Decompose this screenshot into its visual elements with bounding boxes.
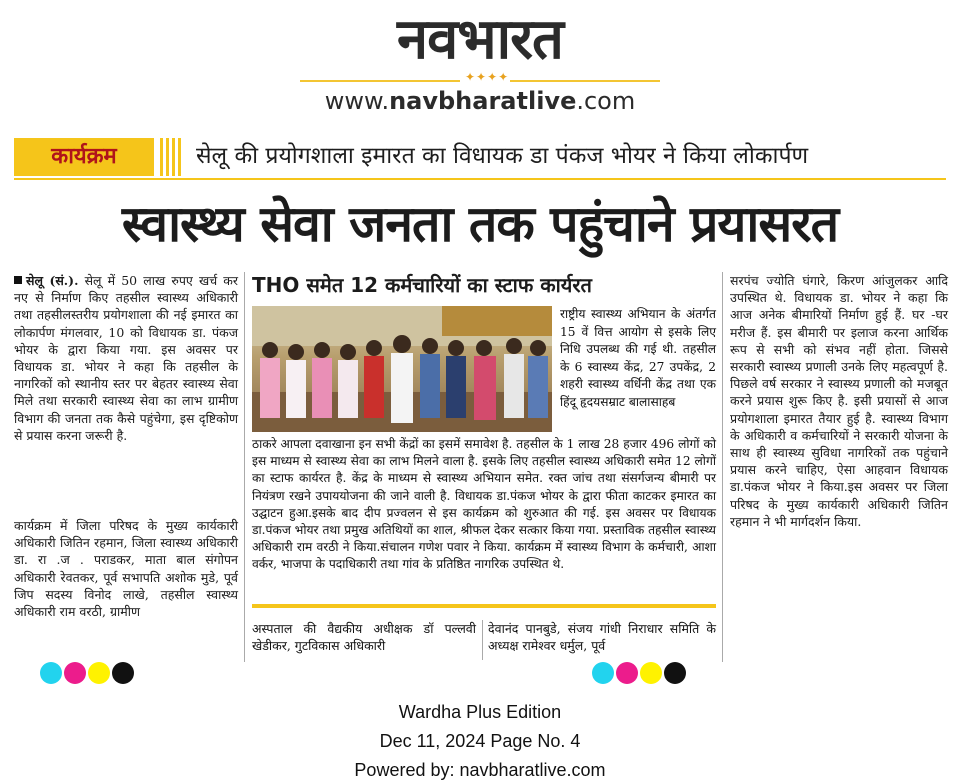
event-photo <box>252 306 552 432</box>
powered-by-label: Powered by: navbharatlive.com <box>354 760 606 780</box>
black-dot-icon <box>112 662 134 684</box>
yellow-dot-icon <box>640 662 662 684</box>
kicker-headline: सेलू की प्रयोगशाला इमारत का विधायक डा पंकज भोयर ने किया लोकार्पण <box>196 143 809 169</box>
website-url <box>300 86 660 116</box>
middle-bottom-right-text: देवानंद पानबुडे, संजय गांधी निराधार समिति के अध्यक्ष रामेश्वर धर्मुल, पूर्व <box>488 621 716 654</box>
main-headline: स्वास्थ्य सेवा जनता तक पहुंचाने प्रयासरत <box>121 195 839 253</box>
group-photo-illustration <box>252 306 552 432</box>
url-suffix: .com <box>576 87 636 115</box>
star-icon: ✦✦✦✦ <box>465 70 510 84</box>
registration-marks-right <box>592 662 692 686</box>
column-divider <box>722 272 723 662</box>
yellow-dot-icon <box>88 662 110 684</box>
column-1-text: सेलू में 50 लाख रुपए खर्च कर नए से निर्माण किए तहसील स्वास्थ्य अधिकारी तथा तहसीलस्तरीय प्रयोगशाला की नई इमारत का लोकार्पण मंगलवार, 10 को विधायक डा. पंकज भोयर के द्वारा किया गया. इस अवसर पर विधायक डा. भोयर ने कहा कि तहसील के नागरिकों को स्थानीय स्तर पर बेहतर स्वास्थ्य सेवा मिले तथा सरकारी स्वास्थ्य सेवा का लाभ ग्रामीण विभाग की जनता तक कैसे पहुंचेगा, इस दृष्टिकोण से प्रयास करना जरूरी है. <box>14 273 238 443</box>
dateline: सेलू (सं.). <box>26 273 79 288</box>
kicker-underline <box>14 178 946 180</box>
middle-column-text: ठाकरे आपला दवाखाना इन सभी केंद्रों का इसमें समावेश है. तहसील के 1 लाख 28 हजार 496 लोगों को इस माध्यम से स्वास्थ्य सेवा का लाभ मिलने वाला है. इसके लिए तहसील स्वास्थ्य अधिकारी समेत 12 लोगों का स्टाफ कार्यरत है. केंद्र के माध्यम से स्वास्थ्य अभियान समेत. रक्त जांच तथा संसर्गजन्य बीमारी पर नियंत्रण रखने उपाययोजना की जाने वाली है. विधायक डा.पंकज भोयर के द्वारा फीता काटकर इमारत का उद्घाटन हुआ.इसके बाद दीप प्रज्वलन से इस कार्यक्रम को शुरुआत की गई. इस अवसर पर विधायक डा.पंकज भोयर तथा प्रमुख अतिथियों का शाल, श्रीफल देकर सत्कार किया गया. प्रस्ताविक तहसील स्वास्थ्य अधिकारी राम वरठी ने किया.संचालन गणेश पवार ने किया. कार्यक्रम में स्वास्थ्य विभाग के कर्मचारी, आशा वर्कर, भाजपा के पदाधिकारी तथा गांव के प्रतिष्ठित नागरिक उपस्थित थे. <box>252 437 716 572</box>
registration-marks-left <box>40 662 140 686</box>
photo-side-text: राष्ट्रीय स्वास्थ्य अभियान के अंतर्गत 15 वें वित्त आयोग से इसके लिए निधि उपलब्ध की गई थी. तहसील के 6 स्वास्थ्य केंद्र, 27 उपकेंद्र, 2 शहरी स्वास्थ्य वर्धिनी केंद्र तथा एक हिंदू हृदयसम्राट बालासाहब <box>560 307 716 409</box>
column-1-paragraph-1 <box>14 272 238 512</box>
edition-label: Wardha Plus Edition <box>398 702 562 722</box>
column-divider <box>244 272 245 662</box>
url-prefix: www. <box>324 87 390 115</box>
column-3-text: सरपंच ज्योति घंगारे, किरण आंजुलकर आदि उपस्थित थे. विधायक डा. भोयर ने कहा कि आज अनेक बीमारियों निर्माण हुई हैं. घर -घर मरीज हैं. इस बीमारी पर इलाज करना आर्थिक रूप से सभी को संभव नहीं होता. जिससे सरकारी स्वास्थ्य प्रणाली उनके लिए महत्वपूर्ण है. पिछले वर्ष सरकार ने स्वास्थ्य प्रणाली को मजबूत करने प्रयास शुरू किए है. इसी प्रयासों से आज प्रयोगशाला इमारत तैयार हुई है. स्वास्थ्य विभाग के अधिकारी व कर्मचारियों ने सरकारी योजना के साथ ही स्वास्थ्य सुविधा नागरिकों तक पहुंचाने प्रयास करने चाहिए, ऐसा आहवान विधायक डा.पंकज भोयर ने किया.इस अवसर पर जिला परिषद के मुख्य कार्यकारी अधिकारी जितिन रहमान ने भी मार्गदर्शन किया. <box>730 273 948 529</box>
section-tag: कार्यक्रम <box>51 144 117 169</box>
cyan-dot-icon <box>40 662 62 684</box>
middle-bottom-left-text: अस्पताल की वैद्यकीय अधीक्षक डॉ पल्लवी खेडीकर, गुटविकास अधिकारी <box>252 621 476 654</box>
bullet-icon <box>14 276 22 284</box>
date-page-label: Dec 11, 2024 Page No. 4 <box>379 731 581 751</box>
magenta-dot-icon <box>64 662 86 684</box>
column-1-paragraph-2: कार्यक्रम में जिला परिषद के मुख्य कार्यकारी अधिकारी जितिन रहमान, जिला स्वास्थ्य अधिकारी डा. रा .ज . पराडकर, माता बाल संगोपन अधिकारी रेवतकर, पूर्व सभापति अशोक मुडे, पूर्व जिप सदस्य विनोद लाखे, तहसील स्वास्थ्य अधिकारी राम वरठी, ग्रामीण <box>14 518 238 620</box>
cyan-dot-icon <box>592 662 614 684</box>
tag-stripes <box>160 138 186 176</box>
middle-yellow-rule <box>252 604 716 608</box>
url-brand: navbharatlive <box>389 87 577 115</box>
subheadline: THO समेत 12 कर्मचारियों का स्टाफ कार्यरत <box>252 273 592 297</box>
black-dot-icon <box>664 662 686 684</box>
column-divider <box>482 620 483 660</box>
newspaper-logo: नवभारत <box>397 7 563 72</box>
magenta-dot-icon <box>616 662 638 684</box>
